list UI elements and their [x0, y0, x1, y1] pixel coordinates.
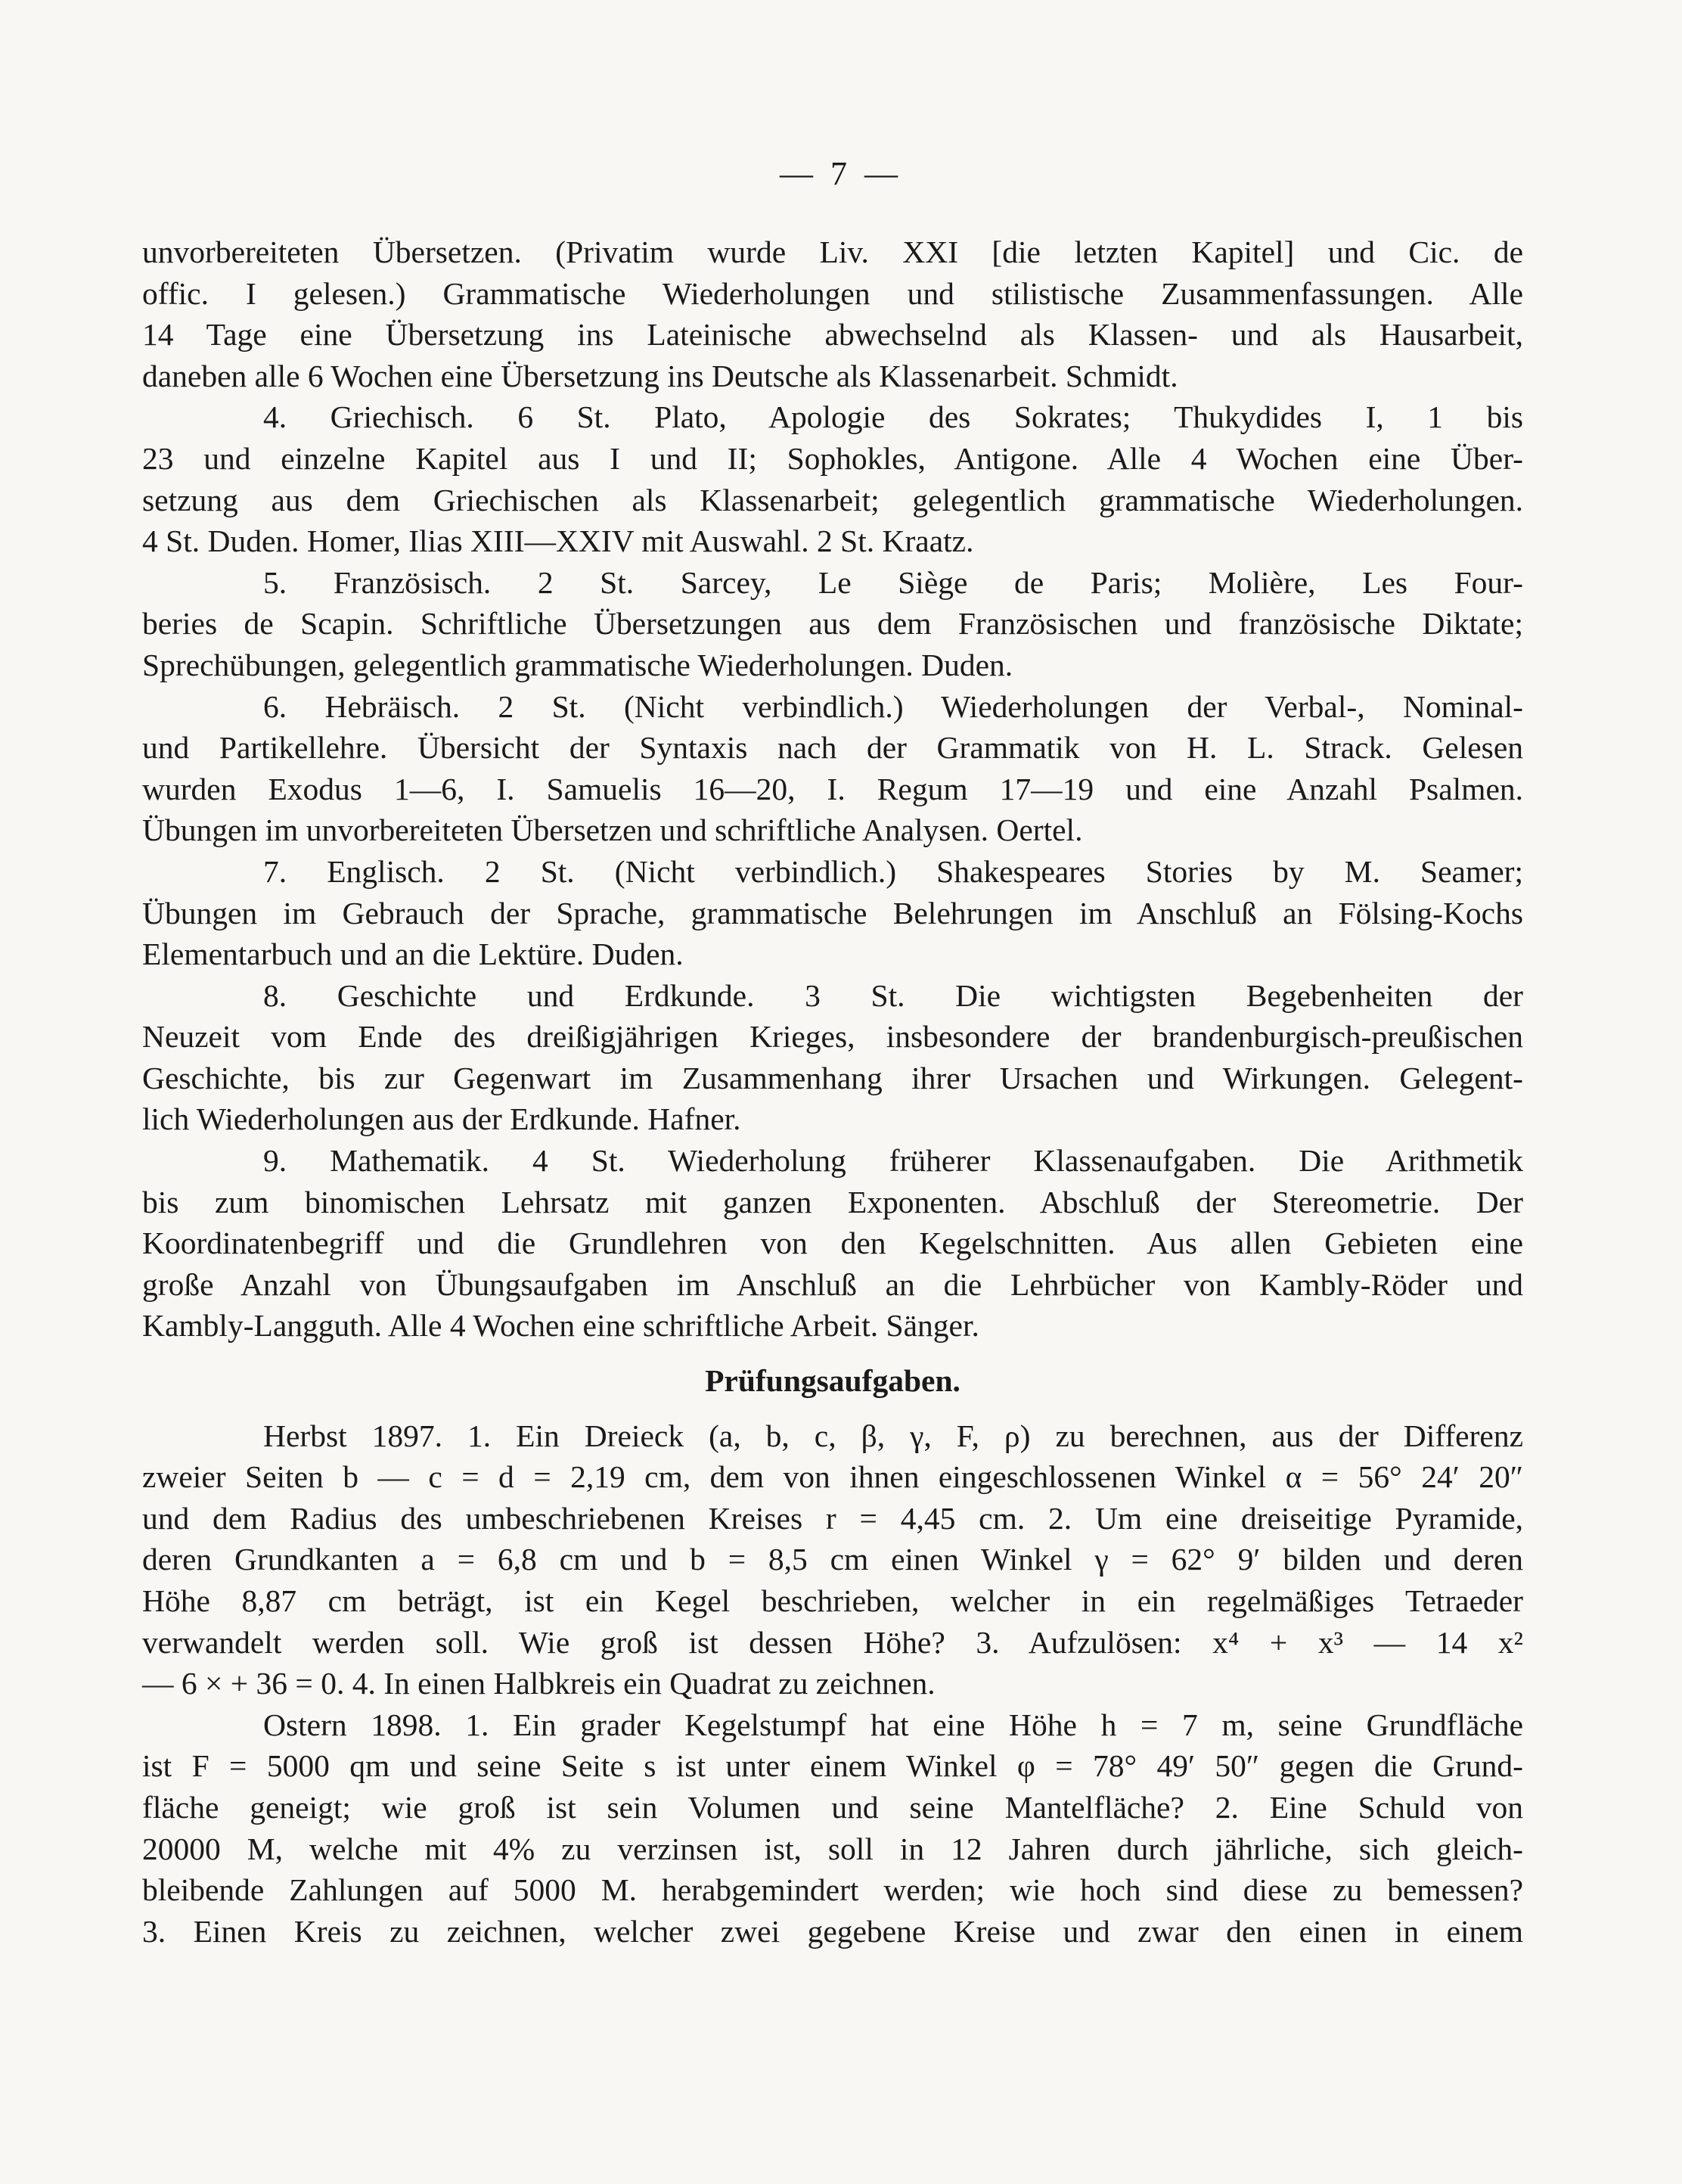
text-line: wurden Exodus 1—6, I. Samuelis 16—20, I. Regum 17—19 und eine Anzahl Psalmen.	[142, 771, 1523, 806]
text-line: und dem Radius des umbeschriebenen Kreises r = 4,45 cm. 2. Um eine dreiseitige Pyramide,	[142, 1500, 1523, 1536]
paragraph-franzoesisch: 5. Französisch. 2 St. Sarcey, Le Siège de Paris; Molière, Les Four-	[263, 564, 1523, 600]
text-line: unvorbereiteten Übersetzen. (Privatim wurde Liv. XXI [die letzten Kapitel] und Cic. de	[142, 235, 1523, 269]
text-line: 14 Tage eine Übersetzung ins Lateinische abwechselnd als Klassen- und als Hausarbeit,	[142, 317, 1523, 353]
text-line: zweier Seiten b — c = d = 2,19 cm, dem von ihnen eingeschlossenen Winkel α = 56° 24′ 20″	[142, 1459, 1523, 1495]
text-line: lich Wiederholungen aus der Erdkunde. Hafner.	[142, 1101, 741, 1137]
text-line: Koordinatenbegriff und die Grundlehren von den Kegelschnitten. Aus allen Gebieten eine	[142, 1226, 1523, 1261]
text-line: daneben alle 6 Wochen eine Übersetzung ins Deutsche als Klassenarbeit. Schmidt.	[142, 358, 1178, 393]
text-line: Höhe 8,87 cm beträgt, ist ein Kegel beschrieben, welcher in ein regelmäßiges Tetraeder	[142, 1583, 1523, 1618]
paragraph-englisch: 7. Englisch. 2 St. (Nicht verbindlich.) Shakespeares Stories by M. Seamer;	[263, 853, 1523, 889]
body-text	[142, 231, 1523, 1952]
section-heading: Prüfungsaufgaben.	[705, 1363, 960, 1399]
text-line: Übungen im Gebrauch der Sprache, grammatische Belehrungen im Anschluß an Fölsing-Kochs	[142, 895, 1523, 930]
text-line: — 6 × + 36 = 0. 4. In einen Halbkreis ein Quadrat zu zeichnen.	[142, 1666, 936, 1701]
text-line: verwandelt werden soll. Wie groß ist dessen Höhe? 3. Aufzulösen: x⁴ + x³ — 14 x²	[142, 1624, 1523, 1660]
text-line: 20000 M, welche mit 4% zu verzinsen ist, soll in 12 Jahren durch jährliche, sich gleich-	[142, 1831, 1523, 1866]
text-line: Kambly-Langguth. Alle 4 Wochen eine schriftliche Arbeit. Sänger.	[142, 1308, 979, 1344]
text-line: 3. Einen Kreis zu zeichnen, welcher zwei gegebene Kreise und zwar den einen in einem	[142, 1913, 1523, 1949]
text-line: Neuzeit vom Ende des dreißigjährigen Krieges, insbesondere der brandenburgisch-preußischen	[142, 1019, 1523, 1055]
paragraph-herbst-1897: Herbst 1897. 1. Ein Dreieck (a, b, c, β, γ, F, ρ) zu berechnen, aus der Differenz	[263, 1418, 1523, 1453]
text-line: ist F = 5000 qm und seine Seite s ist unter einem Winkel φ = 78° 49′ 50″ gegen die Grund-	[142, 1748, 1523, 1784]
text-line: bis zum binomischen Lehrsatz mit ganzen Exponenten. Abschluß der Stereometrie. Der	[142, 1184, 1523, 1219]
text-line: Geschichte, bis zur Gegenwart im Zusammenhang ihrer Ursachen und Wirkungen. Gelegent-	[142, 1060, 1523, 1095]
page-number: — 7 —	[780, 155, 902, 192]
text-line: Sprechübungen, gelegentlich grammatische Wiederholungen. Duden.	[142, 647, 1013, 682]
text-line: Übungen im unvorbereiteten Übersetzen und schriftliche Analysen. Oertel.	[142, 812, 1083, 848]
text-line: offic. I gelesen.) Grammatische Wiederholungen und stilistische Zusammenfassungen. Alle	[142, 275, 1523, 311]
text-line: Elementarbuch und an die Lektüre. Duden.	[142, 937, 684, 972]
paragraph-ostern-1898: Ostern 1898. 1. Ein grader Kegelstumpf hat eine Höhe h = 7 m, seine Grundfläche	[263, 1707, 1523, 1742]
paragraph-mathematik: 9. Mathematik. 4 St. Wiederholung früherer Klassenaufgaben. Die Arithmetik	[263, 1143, 1523, 1179]
text-line: fläche geneigt; wie groß ist sein Volumen und seine Mantelfläche? 2. Eine Schuld von	[142, 1789, 1523, 1825]
text-line: deren Grundkanten a = 6,8 cm und b = 8,5 cm einen Winkel γ = 62° 9′ bilden und deren	[142, 1542, 1523, 1577]
text-line: 4 St. Duden. Homer, Ilias XIII—XXIV mit Auswahl. 2 St. Kraatz.	[142, 523, 974, 559]
text-line: beries de Scapin. Schriftliche Übersetzungen aus dem Französischen und französische Diktate;	[142, 606, 1523, 642]
paragraph-geschichte: 8. Geschichte und Erdkunde. 3 St. Die wichtigsten Begebenheiten der	[263, 977, 1523, 1013]
paragraph-griechisch: 4. Griechisch. 6 St. Plato, Apologie des Sokrates; Thukydides I, 1 bis	[263, 399, 1523, 435]
text-line: setzung aus dem Griechischen als Klassenarbeit; gelegentlich grammatische Wiederholungen.	[142, 482, 1523, 517]
text-line: große Anzahl von Übungsaufgaben im Anschluß an die Lehrbücher von Kambly-Röder und	[142, 1266, 1523, 1302]
text-line: bleibende Zahlungen auf 5000 M. herabgemindert werden; wie hoch sind diese zu bemessen?	[142, 1872, 1523, 1908]
text-line: und Partikellehre. Übersicht der Syntaxis nach der Grammatik von H. L. Strack. Gelesen	[142, 730, 1523, 766]
text-line: 23 und einzelne Kapitel aus I und II; Sophokles, Antigone. Alle 4 Wochen eine Über-	[142, 440, 1523, 476]
paragraph-hebraeisch: 6. Hebräisch. 2 St. (Nicht verbindlich.) Wiederholungen der Verbal-, Nominal-	[263, 688, 1523, 724]
